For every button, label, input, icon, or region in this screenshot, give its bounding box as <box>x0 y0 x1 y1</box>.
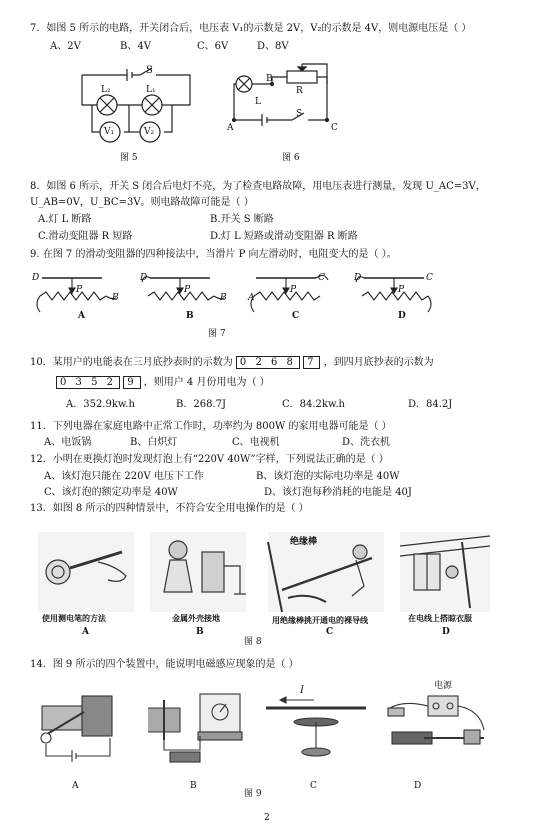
fig6-c-label: C <box>331 123 338 133</box>
q11-option-c: C、电视机 <box>232 437 280 448</box>
fig9-letter-b: B <box>190 781 197 791</box>
q10-stem-line-2 <box>56 376 270 389</box>
fig7-panel-d: D <box>398 311 406 321</box>
fig7-b-b-label: B <box>220 293 227 303</box>
q11-option-d: D、洗衣机 <box>342 437 391 448</box>
fig5-v1-label: V₁ <box>104 127 115 137</box>
figure-6-circuit <box>232 62 342 132</box>
q10-mid: ，到四月底抄表的示数为 <box>323 357 434 368</box>
fig8-image-c <box>268 532 384 612</box>
fig7-c-a-label: A <box>248 293 255 303</box>
q8-line-1: 8．如图 6 所示，开关 S 闭合后电灯不亮，为了检查电路故障，用电压表进行测量，发现 U_AC=3V， <box>30 181 486 192</box>
q10-option-c: C．84.2kw.h <box>282 399 345 410</box>
q12-option-c: C、该灯泡的额定功率是 40W <box>44 487 178 498</box>
fig7-c-c-label: C <box>318 273 325 283</box>
fig6-r-label: R <box>296 86 303 96</box>
fig9-image-a <box>34 686 124 766</box>
q8-option-d: D.灯 L 短路或滑动变阻器 R 断路 <box>210 231 358 242</box>
figure-7-rheostats <box>32 268 432 328</box>
fig5-l1-label: L₁ <box>146 85 156 95</box>
q10-reading-2: 0 3 5 2 <box>56 376 120 389</box>
fig7-panel-a: A <box>78 311 85 321</box>
fig7-b-p-label: P <box>184 285 191 295</box>
q10-option-d: D．84.2J <box>408 399 453 410</box>
fig8-letter-a: A <box>82 627 89 637</box>
fig8-label-a: 使用测电笔的方法 <box>42 613 106 623</box>
fig7-c-p-label: P <box>290 285 297 295</box>
q10-option-a: A．352.9kw.h <box>66 399 135 410</box>
fig9-current-label: I <box>300 685 304 696</box>
fig8-image-b <box>150 532 246 612</box>
fig8-label-c: 用绝缘棒挑开通电的裸导线 <box>272 615 368 625</box>
fig8-letter-d: D <box>442 627 450 637</box>
q10-post: ，则用户 4 月份用电为（ ） <box>143 377 270 388</box>
q11-stem: 11．下列电器在家庭电路中正常工作时，功率约为 800W 的家用电器可能是（ ） <box>30 421 392 432</box>
fig7-a-b-label: B <box>112 293 119 303</box>
figure-6-caption: 图 6 <box>282 153 300 163</box>
fig8-insulator-label: 绝缘棒 <box>290 537 318 547</box>
fig7-d-d-label: D <box>354 273 362 283</box>
fig9-power-label: 电源 <box>434 681 453 691</box>
figure-9-caption: 图 9 <box>244 789 262 799</box>
fig5-switch-label: S <box>146 65 153 76</box>
fig7-panel-b: B <box>186 311 194 321</box>
fig7-a-p-label: P <box>76 285 83 295</box>
q10-stem-line-1 <box>30 356 434 369</box>
q7-option-b: B、4V <box>120 41 151 52</box>
fig7-panel-c: C <box>292 311 300 321</box>
fig8-letter-c: C <box>326 627 334 637</box>
fig7-d-c-label: C <box>426 273 433 283</box>
fig7-d-p-label: P <box>398 285 405 295</box>
q10-reading-1: 0 2 6 8 <box>236 356 300 369</box>
fig7-a-d-label: D <box>32 273 40 283</box>
q9-stem: 9. 在图 7 的滑动变阻器的四种接法中，当滑片 P 向左滑动时，电阻变大的是（ ）。 <box>30 249 397 260</box>
figure-8-caption: 图 8 <box>244 637 262 647</box>
q7-option-c: C、6V <box>197 41 229 52</box>
figure-5-caption: 图 5 <box>120 153 138 163</box>
fig5-v2-label: V₂ <box>144 127 155 137</box>
q10-digit-2: 9 <box>123 376 140 389</box>
fig6-a-label: A <box>227 123 234 133</box>
fig9-letter-a: A <box>72 781 79 791</box>
q8-line-2: U_AB=0V，U_BC=3V。则电路故障可能是（ ） <box>30 197 254 208</box>
q12-option-a: A、该灯泡只能在 220V 电压下工作 <box>44 471 204 482</box>
q11-option-a: A、电饭锅 <box>44 437 92 448</box>
q10-option-b: B．268.7J <box>176 399 226 410</box>
q11-option-b: B、白炽灯 <box>130 437 178 448</box>
figure-5-circuit <box>72 60 202 150</box>
fig7-b-d-label: D <box>140 273 148 283</box>
fig6-l-label: L <box>255 97 261 107</box>
fig9-image-b <box>140 690 250 770</box>
fig8-image-d <box>400 532 490 612</box>
q12-stem: 12．小明在更换灯泡时发现灯泡上有“220V 40W”字样，下列说法正确的是（ ） <box>30 454 389 465</box>
fig8-label-b: 金属外壳接地 <box>172 613 220 623</box>
q8-option-c: C.滑动变阻器 R 短路 <box>38 231 133 242</box>
fig6-s-label: S <box>296 109 303 119</box>
q7-option-d: D、8V <box>257 41 289 52</box>
q10-pre: 10．某用户的电能表在三月底抄表时的示数为 <box>30 357 233 368</box>
q7-option-a: A、2V <box>50 41 81 52</box>
q7-stem: 7．如图 5 所示的电路，开关闭合后，电压表 V₁的示数是 2V，V₂的示数是 4V，则电源电压是（ ） <box>30 23 472 34</box>
fig8-image-a <box>38 532 134 612</box>
fig8-label-d: 在电线上搭晾衣服 <box>408 613 472 623</box>
q12-option-b: B、该灯泡的实际电功率是 40W <box>256 471 400 482</box>
q8-option-b: B.开关 S 断路 <box>210 214 274 225</box>
q8-option-a: A.灯 L 断路 <box>38 214 92 225</box>
page-number: 2 <box>264 813 270 823</box>
fig9-letter-d: D <box>414 781 422 791</box>
fig6-b-label: B <box>266 74 273 84</box>
fig9-image-d <box>384 690 494 770</box>
figure-7-caption: 图 7 <box>208 329 226 339</box>
fig9-image-c <box>266 694 366 764</box>
fig9-letter-c: C <box>310 781 317 791</box>
q13-stem: 13．如图 8 所示的四种情景中，不符合安全用电操作的是（ ） <box>30 503 309 514</box>
q14-stem: 14．图 9 所示的四个装置中，能说明电磁感应现象的是（ ） <box>30 659 299 670</box>
q10-digit-1: 7 <box>303 356 320 369</box>
fig8-letter-b: B <box>196 627 204 637</box>
fig5-l2-label: L₂ <box>101 85 111 95</box>
q12-option-d: D、该灯泡每秒消耗的电能是 40J <box>264 487 412 498</box>
